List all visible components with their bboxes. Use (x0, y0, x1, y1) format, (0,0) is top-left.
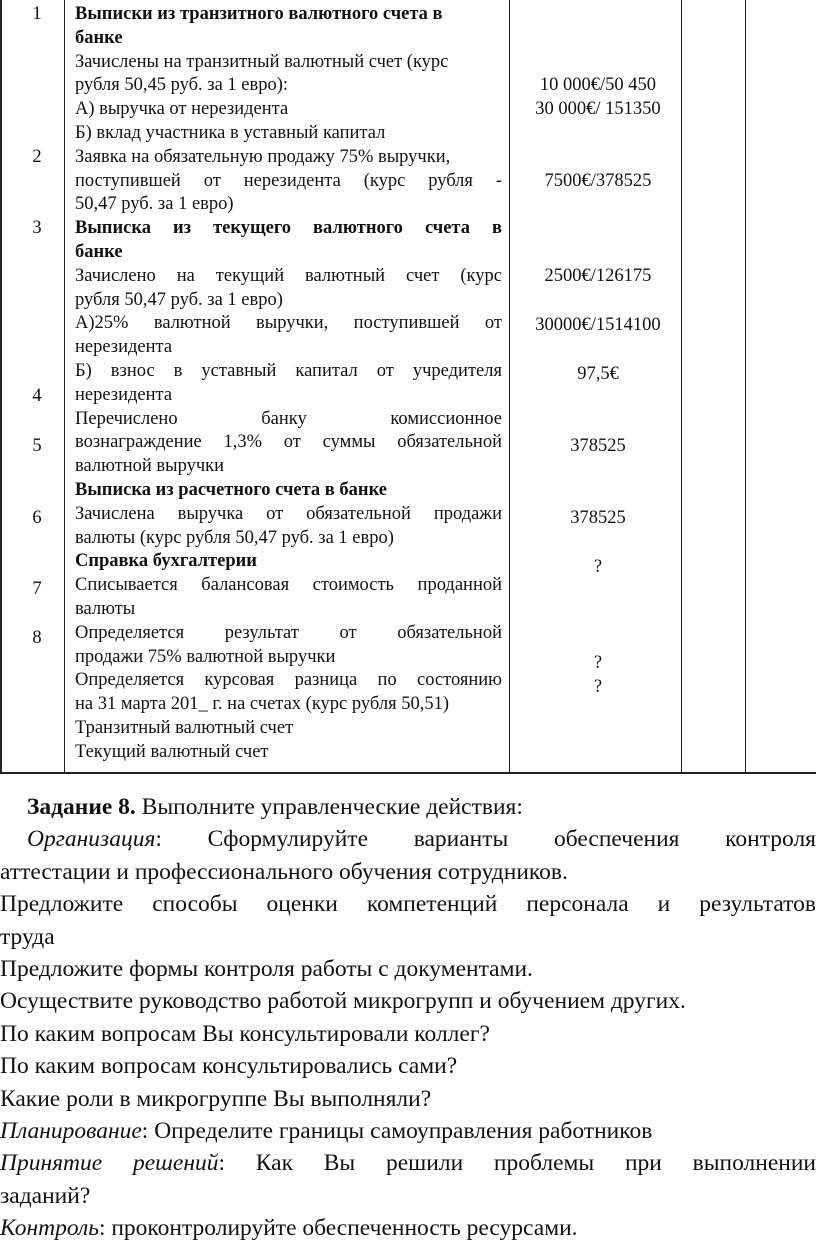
table-column-divider (64, 0, 65, 774)
description-line: валюты (75, 598, 136, 619)
description-line: нерезидента (75, 337, 173, 358)
description-line: продажи 75% валютной выручки (75, 646, 336, 667)
description-line: валютной выручки (75, 456, 225, 477)
planning-label: Планирование (0, 1117, 142, 1144)
description-line: рубля 50,47 руб. за 1 евро) (75, 289, 283, 310)
task-heading (0, 791, 816, 823)
task-line: Организация: Сформулируйте варианты обеспечения контроля (27, 826, 816, 853)
task-line: заданий? (0, 1182, 91, 1209)
row-number: 6 (32, 508, 42, 528)
amount-cell: 30 000€/ 151350 (535, 99, 661, 119)
description-line: Заявка на обязательную продажу 75% выручки, (75, 146, 451, 167)
description-line: нерезидента (75, 384, 173, 405)
amount-cell: ? (593, 557, 603, 577)
amount-cell: ? (593, 653, 603, 673)
description-line: Транзитный валютный счет (75, 717, 294, 738)
description-line: валюты (курс рубля 50,47 руб. за 1 евро) (75, 527, 394, 548)
amount-cell: 7500€/378525 (544, 171, 652, 191)
description-line: Определяется курсовая разница по состоянию (75, 670, 502, 691)
row-number: 1 (32, 4, 42, 24)
task-line: Осуществите руководство работой микрогрупп и обучением других. (0, 988, 686, 1015)
description-line: Зачислены на транзитный валютный счет (курс (75, 51, 449, 72)
task-line: аттестации и профессионального обучения сотрудников. (0, 858, 568, 885)
description-line: банке (75, 27, 123, 48)
row-number: 4 (32, 386, 42, 406)
amount-cell: ? (593, 677, 603, 697)
task-section (0, 791, 816, 1244)
task-line: По каким вопросам консультировались сами? (0, 1053, 458, 1080)
description-line: Списывается балансовая стоимость проданной (75, 575, 502, 596)
description-line: Выписки из транзитного валютного счета в (75, 4, 443, 24)
task-title: Задание 8. (27, 794, 136, 820)
organization-label: Организация (27, 826, 156, 853)
description-line: на 31 марта 201_ г. на счетах (курс рубля 50,51) (75, 694, 450, 715)
row-number: 7 (32, 579, 42, 599)
amount-cell: 30000€/1514100 (535, 315, 661, 335)
description-line: банке (75, 241, 123, 262)
description-line: рубля 50,45 руб. за 1 евро): (75, 75, 289, 96)
task-line: Какие роли в микрогруппе Вы выполняли? (0, 1085, 432, 1112)
task-line: Контроль: проконтролируйте обеспеченность ресурсами. (0, 1215, 578, 1242)
description-line: А)25% валютной выручки, поступившей от (75, 313, 502, 334)
description-line: А) выручка от нерезидента (75, 99, 289, 120)
description-line: Зачислена выручка от обязательной продажи (75, 503, 502, 524)
description-line: Выписка из текущего валютного счета в (75, 218, 502, 239)
amount-cell: 378525 (570, 436, 626, 456)
description-line: 50,47 руб. за 1 евро) (75, 194, 234, 215)
description-line: Определяется результат от обязательной (75, 622, 502, 643)
task-line: По каким вопросам Вы консультировали коллег? (0, 1020, 490, 1047)
control-label: Контроль (0, 1215, 99, 1242)
table-column-divider (509, 0, 510, 774)
operation-descriptions (75, 3, 502, 765)
task-line: Предложите способы оценки компетенций персонала и результатов (0, 891, 816, 918)
description-line: Зачислено на текущий валютный счет (курс (75, 265, 502, 286)
description-line: Перечислено банку комиссионное (75, 408, 502, 429)
row-number: 3 (32, 218, 42, 238)
row-number: 8 (32, 628, 42, 648)
amount-cell: 97,5€ (577, 364, 619, 384)
description-line: поступившей от нерезидента (курс рубля - (75, 170, 502, 191)
row-number: 5 (32, 436, 42, 456)
task-intro: Выполните управленческие действия: (135, 794, 523, 820)
row-number: 2 (32, 147, 42, 167)
task-line: труда (0, 923, 55, 950)
description-line: Б) вклад участника в уставный капитал (75, 122, 386, 143)
table-column-divider (745, 0, 746, 774)
amount-cell: 378525 (570, 508, 626, 528)
description-line: Выписка из расчетного счета в банке (75, 479, 387, 500)
task-line: Принятие решений: Как Вы решили проблемы при выполнении (0, 1150, 816, 1177)
task-line: Планирование: Определите границы самоуправления работников (0, 1117, 653, 1144)
description-line: вознаграждение 1,3% от суммы обязательной (75, 432, 502, 453)
amount-cell: 10 000€/50 450 (539, 75, 657, 95)
task-line: Предложите формы контроля работы с документами. (0, 955, 533, 982)
decisions-label: Принятие решений (0, 1150, 219, 1177)
description-line: Б) взнос в уставный капитал от учредителя (75, 360, 502, 381)
amount-cell: 2500€/126175 (544, 266, 652, 286)
description-line: Справка бухгалтерии (75, 551, 257, 572)
description-line: Текущий валютный счет (75, 741, 269, 762)
